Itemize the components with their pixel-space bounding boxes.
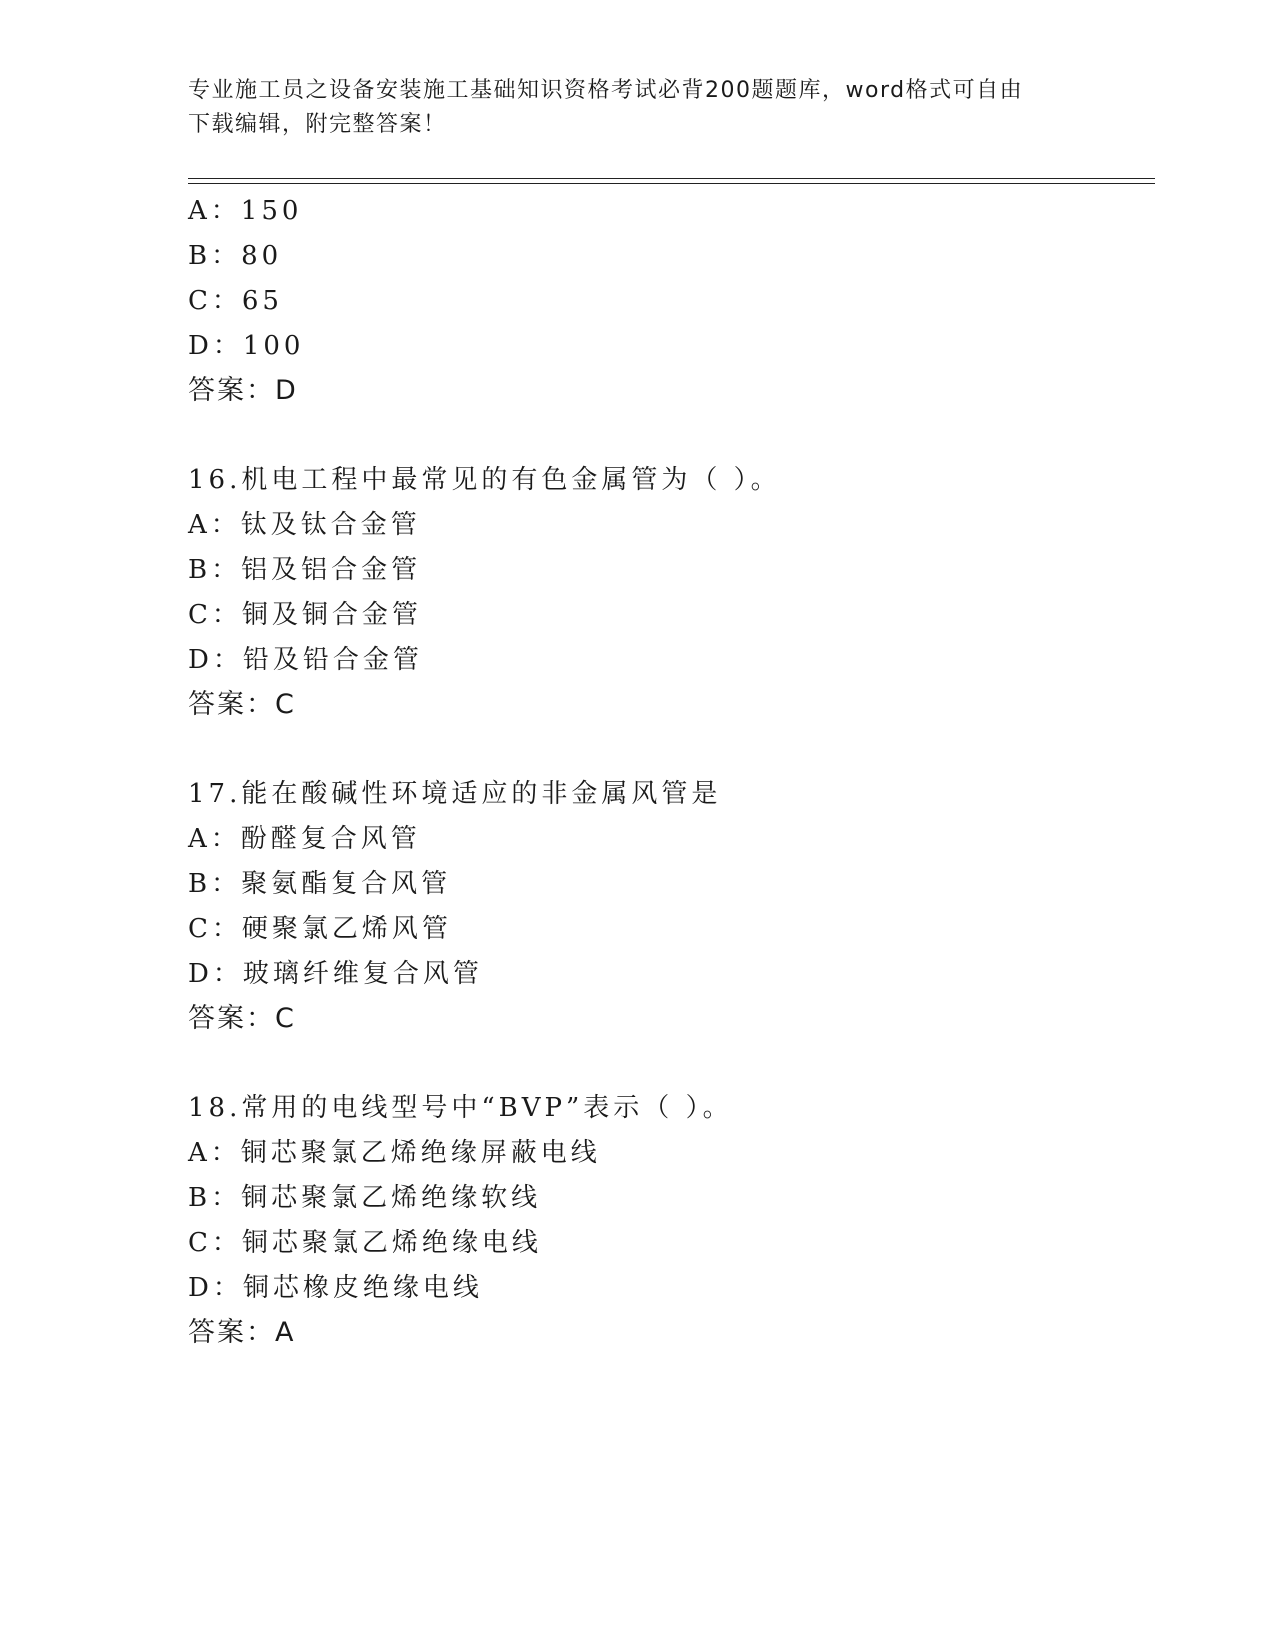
q17-option-c: C：硬聚氯乙烯风管 (188, 914, 452, 944)
q16-option-c: C：铜及铜合金管 (188, 600, 422, 630)
q18-answer: 答案：A (188, 1317, 296, 1348)
header-line-2: 下载编辑，附完整答案！ (188, 112, 447, 137)
header-rule-bottom (188, 183, 1155, 184)
q16-option-d: D：铅及铅合金管 (188, 645, 423, 675)
q16-option-b: B：铝及铝合金管 (188, 555, 422, 585)
q18-option-c: C：铜芯聚氯乙烯绝缘电线 (188, 1228, 542, 1258)
q15-option-d: D：100 (188, 331, 305, 361)
q18-option-a: A：铜芯聚氯乙烯绝缘屏蔽电线 (188, 1138, 601, 1168)
q17-option-a: A：酚醛复合风管 (188, 824, 421, 854)
q15-option-c: C：65 (188, 286, 283, 316)
q18-question: 18.常用的电线型号中“BVP”表示（ ）。 (188, 1093, 733, 1123)
header-rule-top (188, 178, 1155, 179)
q16-answer: 答案：C (188, 689, 296, 720)
q16-question: 16.机电工程中最常见的有色金属管为（ ）。 (188, 465, 781, 495)
q15-answer: 答案：D (188, 375, 298, 406)
q17-option-d: D：玻璃纤维复合风管 (188, 959, 483, 989)
q18-option-d: D：铜芯橡皮绝缘电线 (188, 1273, 483, 1303)
q18-option-b: B：铜芯聚氯乙烯绝缘软线 (188, 1183, 542, 1213)
q17-answer: 答案：C (188, 1003, 296, 1034)
q17-option-b: B：聚氨酯复合风管 (188, 869, 452, 899)
q15-option-b: B：80 (188, 241, 283, 271)
header-line-1: 专业施工员之设备安装施工基础知识资格考试必背200题题库，word格式可自由 (188, 78, 1024, 103)
q16-option-a: A：钛及钛合金管 (188, 510, 421, 540)
document-header (188, 74, 1088, 142)
q17-question: 17.能在酸碱性环境适应的非金属风管是 (188, 779, 722, 809)
q15-option-a: A：150 (188, 196, 303, 226)
